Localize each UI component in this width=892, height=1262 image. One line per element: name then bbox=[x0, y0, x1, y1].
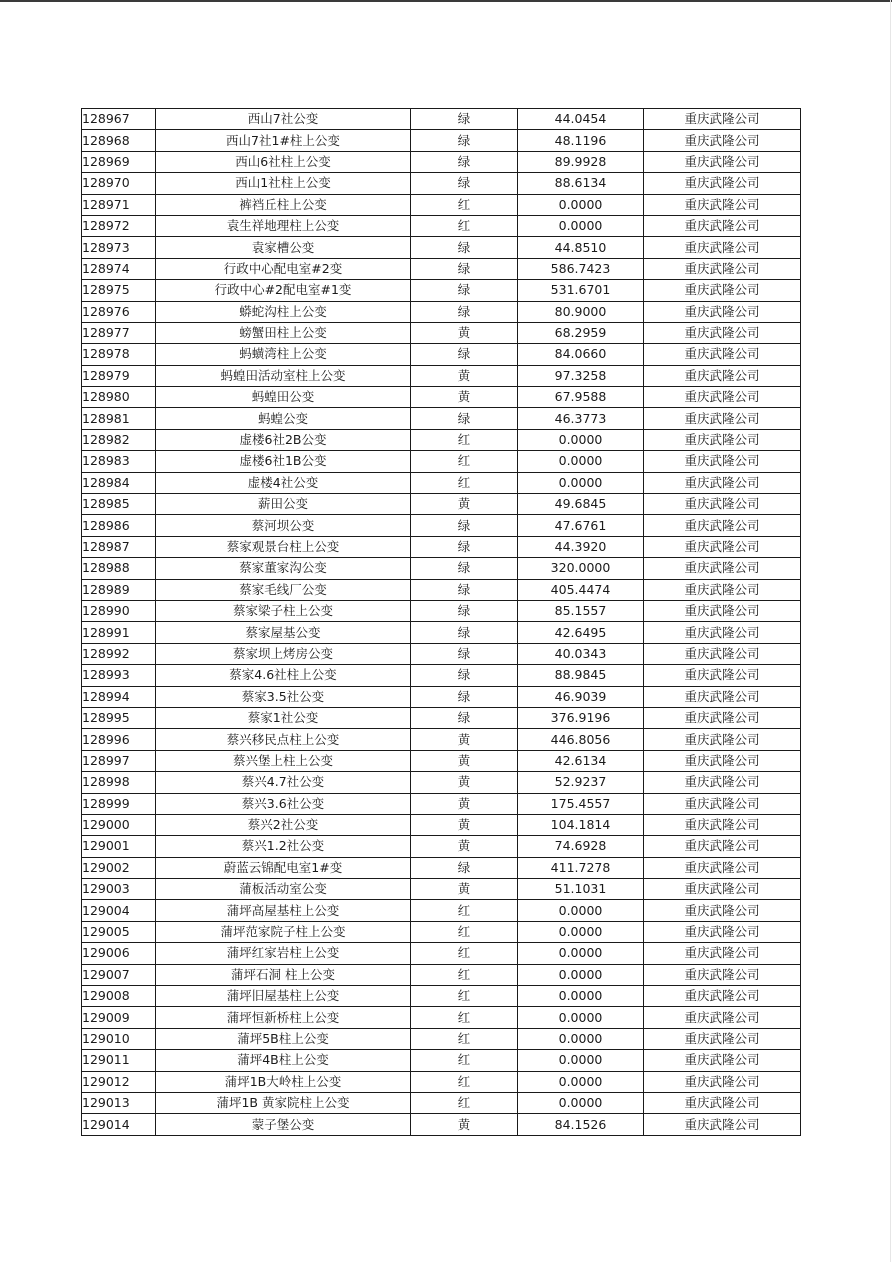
cell-value: 0.0000 bbox=[518, 1071, 644, 1092]
cell-value: 44.8510 bbox=[518, 237, 644, 258]
table-row bbox=[82, 600, 801, 621]
cell-value: 74.6928 bbox=[518, 836, 644, 857]
table-row bbox=[82, 558, 801, 579]
cell-company: 重庆武隆公司 bbox=[644, 1050, 801, 1071]
cell-value: 0.0000 bbox=[518, 943, 644, 964]
cell-company: 重庆武隆公司 bbox=[644, 173, 801, 194]
cell-company: 重庆武隆公司 bbox=[644, 515, 801, 536]
cell-company: 重庆武隆公司 bbox=[644, 1092, 801, 1113]
cell-id: 128991 bbox=[82, 622, 156, 643]
cell-company: 重庆武隆公司 bbox=[644, 857, 801, 878]
cell-name: 蒲坪高屋基柱上公变 bbox=[156, 900, 411, 921]
cell-name: 袁生祥地理柱上公变 bbox=[156, 215, 411, 236]
table-row bbox=[82, 494, 801, 515]
cell-name: 蔡家观景台柱上公变 bbox=[156, 536, 411, 557]
cell-id: 129005 bbox=[82, 921, 156, 942]
cell-status: 黄 bbox=[411, 1114, 518, 1135]
cell-company: 重庆武隆公司 bbox=[644, 536, 801, 557]
cell-value: 85.1557 bbox=[518, 600, 644, 621]
cell-id: 128981 bbox=[82, 408, 156, 429]
cell-status: 黄 bbox=[411, 387, 518, 408]
cell-company: 重庆武隆公司 bbox=[644, 707, 801, 728]
cell-name: 袁家槽公变 bbox=[156, 237, 411, 258]
cell-status: 红 bbox=[411, 472, 518, 493]
cell-name: 蚂蝗田活动室柱上公变 bbox=[156, 365, 411, 386]
cell-id: 128975 bbox=[82, 280, 156, 301]
cell-status: 绿 bbox=[411, 536, 518, 557]
cell-status: 黄 bbox=[411, 772, 518, 793]
cell-id: 128996 bbox=[82, 729, 156, 750]
table-row bbox=[82, 986, 801, 1007]
cell-name: 行政中心配电室#2变 bbox=[156, 258, 411, 279]
cell-status: 绿 bbox=[411, 579, 518, 600]
cell-company: 重庆武隆公司 bbox=[644, 643, 801, 664]
cell-value: 42.6134 bbox=[518, 750, 644, 771]
cell-id: 129000 bbox=[82, 814, 156, 835]
cell-company: 重庆武隆公司 bbox=[644, 237, 801, 258]
cell-status: 红 bbox=[411, 921, 518, 942]
cell-name: 蔡家4.6社柱上公变 bbox=[156, 665, 411, 686]
cell-name: 蔡兴2社公变 bbox=[156, 814, 411, 835]
cell-name: 蒲坪1B大岭柱上公变 bbox=[156, 1071, 411, 1092]
cell-status: 红 bbox=[411, 964, 518, 985]
table-row bbox=[82, 1114, 801, 1135]
cell-status: 红 bbox=[411, 1071, 518, 1092]
cell-name: 西山6社柱上公变 bbox=[156, 151, 411, 172]
cell-value: 84.1526 bbox=[518, 1114, 644, 1135]
cell-name: 蔡家3.5社公变 bbox=[156, 686, 411, 707]
cell-id: 128989 bbox=[82, 579, 156, 600]
cell-name: 蒙子堡公变 bbox=[156, 1114, 411, 1135]
cell-name: 蚂蝗公变 bbox=[156, 408, 411, 429]
cell-company: 重庆武隆公司 bbox=[644, 1114, 801, 1135]
cell-id: 129011 bbox=[82, 1050, 156, 1071]
cell-status: 黄 bbox=[411, 879, 518, 900]
cell-id: 129006 bbox=[82, 943, 156, 964]
table-row bbox=[82, 643, 801, 664]
cell-company: 重庆武隆公司 bbox=[644, 579, 801, 600]
cell-company: 重庆武隆公司 bbox=[644, 151, 801, 172]
cell-id: 129013 bbox=[82, 1092, 156, 1113]
cell-name: 蒲坪范家院子柱上公变 bbox=[156, 921, 411, 942]
cell-id: 129009 bbox=[82, 1007, 156, 1028]
cell-value: 48.1196 bbox=[518, 130, 644, 151]
cell-id: 128990 bbox=[82, 600, 156, 621]
cell-value: 46.3773 bbox=[518, 408, 644, 429]
cell-name: 蔡家坝上烤房公变 bbox=[156, 643, 411, 664]
cell-name: 蚂蝗田公变 bbox=[156, 387, 411, 408]
table-row bbox=[82, 215, 801, 236]
cell-company: 重庆武隆公司 bbox=[644, 1007, 801, 1028]
table-row bbox=[82, 429, 801, 450]
cell-company: 重庆武隆公司 bbox=[644, 836, 801, 857]
cell-id: 128976 bbox=[82, 301, 156, 322]
cell-id: 129007 bbox=[82, 964, 156, 985]
cell-name: 蔡兴4.7社公变 bbox=[156, 772, 411, 793]
cell-value: 97.3258 bbox=[518, 365, 644, 386]
cell-status: 红 bbox=[411, 943, 518, 964]
cell-company: 重庆武隆公司 bbox=[644, 943, 801, 964]
cell-id: 129010 bbox=[82, 1028, 156, 1049]
cell-company: 重庆武隆公司 bbox=[644, 665, 801, 686]
table-row bbox=[82, 1007, 801, 1028]
table-row bbox=[82, 879, 801, 900]
cell-id: 128968 bbox=[82, 130, 156, 151]
cell-status: 红 bbox=[411, 194, 518, 215]
cell-value: 47.6761 bbox=[518, 515, 644, 536]
cell-id: 128971 bbox=[82, 194, 156, 215]
cell-value: 0.0000 bbox=[518, 194, 644, 215]
table-row bbox=[82, 130, 801, 151]
cell-company: 重庆武隆公司 bbox=[644, 558, 801, 579]
cell-value: 0.0000 bbox=[518, 964, 644, 985]
cell-status: 绿 bbox=[411, 686, 518, 707]
cell-value: 175.4557 bbox=[518, 793, 644, 814]
cell-id: 129014 bbox=[82, 1114, 156, 1135]
cell-id: 128974 bbox=[82, 258, 156, 279]
cell-value: 67.9588 bbox=[518, 387, 644, 408]
cell-name: 蔡家1社公变 bbox=[156, 707, 411, 728]
cell-status: 黄 bbox=[411, 814, 518, 835]
cell-value: 84.0660 bbox=[518, 344, 644, 365]
cell-company: 重庆武隆公司 bbox=[644, 429, 801, 450]
table-row bbox=[82, 857, 801, 878]
cell-value: 0.0000 bbox=[518, 921, 644, 942]
cell-name: 虚楼4社公变 bbox=[156, 472, 411, 493]
cell-id: 128992 bbox=[82, 643, 156, 664]
cell-id: 128995 bbox=[82, 707, 156, 728]
cell-id: 129012 bbox=[82, 1071, 156, 1092]
cell-value: 68.2959 bbox=[518, 322, 644, 343]
table-row bbox=[82, 579, 801, 600]
cell-status: 绿 bbox=[411, 280, 518, 301]
table-row bbox=[82, 1050, 801, 1071]
cell-value: 446.8056 bbox=[518, 729, 644, 750]
cell-name: 薪田公变 bbox=[156, 494, 411, 515]
table-row bbox=[82, 729, 801, 750]
cell-company: 重庆武隆公司 bbox=[644, 365, 801, 386]
cell-status: 红 bbox=[411, 429, 518, 450]
cell-value: 89.9928 bbox=[518, 151, 644, 172]
cell-value: 0.0000 bbox=[518, 429, 644, 450]
cell-id: 128993 bbox=[82, 665, 156, 686]
cell-name: 蒲坪4B柱上公变 bbox=[156, 1050, 411, 1071]
cell-value: 320.0000 bbox=[518, 558, 644, 579]
cell-id: 128997 bbox=[82, 750, 156, 771]
table-row bbox=[82, 387, 801, 408]
table-row bbox=[82, 237, 801, 258]
cell-value: 80.9000 bbox=[518, 301, 644, 322]
table-row bbox=[82, 536, 801, 557]
cell-status: 黄 bbox=[411, 729, 518, 750]
cell-status: 绿 bbox=[411, 301, 518, 322]
cell-id: 129001 bbox=[82, 836, 156, 857]
cell-company: 重庆武隆公司 bbox=[644, 451, 801, 472]
cell-name: 蒲坪红家岩柱上公变 bbox=[156, 943, 411, 964]
cell-value: 376.9196 bbox=[518, 707, 644, 728]
cell-status: 绿 bbox=[411, 151, 518, 172]
table-row bbox=[82, 173, 801, 194]
cell-name: 蟒蛇沟柱上公变 bbox=[156, 301, 411, 322]
cell-value: 0.0000 bbox=[518, 451, 644, 472]
cell-name: 蒲板活动室公变 bbox=[156, 879, 411, 900]
cell-name: 蔡河坝公变 bbox=[156, 515, 411, 536]
cell-id: 128978 bbox=[82, 344, 156, 365]
table-row bbox=[82, 301, 801, 322]
cell-id: 128977 bbox=[82, 322, 156, 343]
cell-name: 蒲坪1B 黄家院柱上公变 bbox=[156, 1092, 411, 1113]
table-row bbox=[82, 964, 801, 985]
table-row bbox=[82, 707, 801, 728]
cell-id: 128987 bbox=[82, 536, 156, 557]
cell-company: 重庆武隆公司 bbox=[644, 258, 801, 279]
table-row bbox=[82, 151, 801, 172]
cell-id: 128999 bbox=[82, 793, 156, 814]
cell-name: 行政中心#2配电室#1变 bbox=[156, 280, 411, 301]
cell-company: 重庆武隆公司 bbox=[644, 879, 801, 900]
page-right-edge bbox=[890, 0, 891, 1262]
cell-id: 128985 bbox=[82, 494, 156, 515]
cell-value: 40.0343 bbox=[518, 643, 644, 664]
cell-status: 红 bbox=[411, 451, 518, 472]
cell-company: 重庆武隆公司 bbox=[644, 280, 801, 301]
cell-name: 蔡家屋基公变 bbox=[156, 622, 411, 643]
cell-id: 128998 bbox=[82, 772, 156, 793]
cell-company: 重庆武隆公司 bbox=[644, 472, 801, 493]
cell-name: 蔚蓝云锦配电室1#变 bbox=[156, 857, 411, 878]
cell-status: 绿 bbox=[411, 173, 518, 194]
table-row bbox=[82, 921, 801, 942]
cell-name: 蒲坪恒新桥柱上公变 bbox=[156, 1007, 411, 1028]
cell-id: 128979 bbox=[82, 365, 156, 386]
cell-id: 128980 bbox=[82, 387, 156, 408]
table-row bbox=[82, 408, 801, 429]
cell-status: 红 bbox=[411, 986, 518, 1007]
cell-name: 螃蟹田柱上公变 bbox=[156, 322, 411, 343]
cell-value: 46.9039 bbox=[518, 686, 644, 707]
cell-status: 绿 bbox=[411, 622, 518, 643]
cell-name: 蔡兴3.6社公变 bbox=[156, 793, 411, 814]
table-row bbox=[82, 365, 801, 386]
cell-company: 重庆武隆公司 bbox=[644, 900, 801, 921]
cell-id: 128970 bbox=[82, 173, 156, 194]
cell-status: 黄 bbox=[411, 494, 518, 515]
cell-name: 蒲坪5B柱上公变 bbox=[156, 1028, 411, 1049]
table-row bbox=[82, 622, 801, 643]
cell-company: 重庆武隆公司 bbox=[644, 772, 801, 793]
cell-status: 绿 bbox=[411, 600, 518, 621]
cell-company: 重庆武隆公司 bbox=[644, 130, 801, 151]
cell-id: 128969 bbox=[82, 151, 156, 172]
table-row bbox=[82, 814, 801, 835]
table-row bbox=[82, 1092, 801, 1113]
table-row bbox=[82, 686, 801, 707]
cell-name: 蔡兴堡上柱上公变 bbox=[156, 750, 411, 771]
cell-company: 重庆武隆公司 bbox=[644, 322, 801, 343]
cell-value: 51.1031 bbox=[518, 879, 644, 900]
cell-name: 西山7社1#柱上公变 bbox=[156, 130, 411, 151]
cell-status: 绿 bbox=[411, 130, 518, 151]
cell-status: 红 bbox=[411, 900, 518, 921]
cell-id: 128967 bbox=[82, 109, 156, 130]
cell-status: 绿 bbox=[411, 643, 518, 664]
table-row bbox=[82, 943, 801, 964]
table-row bbox=[82, 194, 801, 215]
cell-value: 405.4474 bbox=[518, 579, 644, 600]
cell-name: 蔡家梁子柱上公变 bbox=[156, 600, 411, 621]
cell-status: 红 bbox=[411, 215, 518, 236]
cell-name: 蔡兴1.2社公变 bbox=[156, 836, 411, 857]
cell-value: 88.9845 bbox=[518, 665, 644, 686]
cell-name: 蔡家毛线厂公变 bbox=[156, 579, 411, 600]
cell-status: 黄 bbox=[411, 793, 518, 814]
cell-value: 88.6134 bbox=[518, 173, 644, 194]
cell-company: 重庆武隆公司 bbox=[644, 494, 801, 515]
table-row bbox=[82, 750, 801, 771]
cell-value: 0.0000 bbox=[518, 1092, 644, 1113]
cell-company: 重庆武隆公司 bbox=[644, 109, 801, 130]
cell-company: 重庆武隆公司 bbox=[644, 1071, 801, 1092]
cell-id: 129003 bbox=[82, 879, 156, 900]
cell-value: 44.0454 bbox=[518, 109, 644, 130]
cell-status: 绿 bbox=[411, 515, 518, 536]
cell-company: 重庆武隆公司 bbox=[644, 387, 801, 408]
cell-company: 重庆武隆公司 bbox=[644, 964, 801, 985]
cell-value: 52.9237 bbox=[518, 772, 644, 793]
cell-id: 128972 bbox=[82, 215, 156, 236]
cell-id: 129004 bbox=[82, 900, 156, 921]
cell-value: 42.6495 bbox=[518, 622, 644, 643]
cell-status: 绿 bbox=[411, 237, 518, 258]
cell-company: 重庆武隆公司 bbox=[644, 600, 801, 621]
cell-status: 绿 bbox=[411, 258, 518, 279]
cell-id: 129002 bbox=[82, 857, 156, 878]
table-row bbox=[82, 836, 801, 857]
cell-name: 蒲坪石洞 柱上公变 bbox=[156, 964, 411, 985]
cell-status: 绿 bbox=[411, 857, 518, 878]
cell-id: 128994 bbox=[82, 686, 156, 707]
cell-company: 重庆武隆公司 bbox=[644, 814, 801, 835]
table-row bbox=[82, 665, 801, 686]
table-row bbox=[82, 793, 801, 814]
cell-id: 128982 bbox=[82, 429, 156, 450]
cell-id: 128986 bbox=[82, 515, 156, 536]
cell-name: 西山7社公变 bbox=[156, 109, 411, 130]
cell-status: 绿 bbox=[411, 109, 518, 130]
cell-value: 411.7278 bbox=[518, 857, 644, 878]
cell-company: 重庆武隆公司 bbox=[644, 686, 801, 707]
cell-value: 44.3920 bbox=[518, 536, 644, 557]
cell-company: 重庆武隆公司 bbox=[644, 750, 801, 771]
table-row bbox=[82, 258, 801, 279]
cell-id: 128973 bbox=[82, 237, 156, 258]
cell-name: 蔡家董家沟公变 bbox=[156, 558, 411, 579]
cell-name: 蒲坪旧屋基柱上公变 bbox=[156, 986, 411, 1007]
cell-value: 586.7423 bbox=[518, 258, 644, 279]
cell-status: 红 bbox=[411, 1092, 518, 1113]
cell-company: 重庆武隆公司 bbox=[644, 194, 801, 215]
cell-name: 蔡兴移民点柱上公变 bbox=[156, 729, 411, 750]
cell-name: 西山1社柱上公变 bbox=[156, 173, 411, 194]
table-row bbox=[82, 472, 801, 493]
cell-status: 黄 bbox=[411, 365, 518, 386]
cell-company: 重庆武隆公司 bbox=[644, 1028, 801, 1049]
cell-status: 黄 bbox=[411, 322, 518, 343]
cell-id: 128988 bbox=[82, 558, 156, 579]
cell-value: 0.0000 bbox=[518, 472, 644, 493]
cell-value: 0.0000 bbox=[518, 1007, 644, 1028]
cell-name: 裤裆丘柱上公变 bbox=[156, 194, 411, 215]
cell-status: 黄 bbox=[411, 836, 518, 857]
cell-status: 绿 bbox=[411, 665, 518, 686]
cell-name: 虚楼6社2B公变 bbox=[156, 429, 411, 450]
cell-company: 重庆武隆公司 bbox=[644, 408, 801, 429]
cell-value: 0.0000 bbox=[518, 986, 644, 1007]
cell-value: 104.1814 bbox=[518, 814, 644, 835]
cell-status: 红 bbox=[411, 1050, 518, 1071]
cell-value: 0.0000 bbox=[518, 1028, 644, 1049]
cell-id: 129008 bbox=[82, 986, 156, 1007]
table-row bbox=[82, 280, 801, 301]
table-row bbox=[82, 109, 801, 130]
cell-company: 重庆武隆公司 bbox=[644, 729, 801, 750]
cell-status: 红 bbox=[411, 1028, 518, 1049]
transformer-table bbox=[81, 108, 801, 1136]
cell-value: 49.6845 bbox=[518, 494, 644, 515]
table-row bbox=[82, 344, 801, 365]
cell-value: 0.0000 bbox=[518, 900, 644, 921]
cell-status: 绿 bbox=[411, 344, 518, 365]
table-row bbox=[82, 900, 801, 921]
cell-company: 重庆武隆公司 bbox=[644, 622, 801, 643]
cell-company: 重庆武隆公司 bbox=[644, 921, 801, 942]
cell-company: 重庆武隆公司 bbox=[644, 215, 801, 236]
table-row bbox=[82, 1028, 801, 1049]
cell-name: 蚂蟥湾柱上公变 bbox=[156, 344, 411, 365]
table-row bbox=[82, 451, 801, 472]
cell-status: 绿 bbox=[411, 707, 518, 728]
cell-status: 红 bbox=[411, 1007, 518, 1028]
page-top-border bbox=[0, 0, 892, 2]
table-row bbox=[82, 515, 801, 536]
table-row bbox=[82, 772, 801, 793]
cell-value: 531.6701 bbox=[518, 280, 644, 301]
cell-company: 重庆武隆公司 bbox=[644, 301, 801, 322]
cell-name: 虚楼6社1B公变 bbox=[156, 451, 411, 472]
cell-status: 绿 bbox=[411, 408, 518, 429]
cell-value: 0.0000 bbox=[518, 215, 644, 236]
cell-id: 128984 bbox=[82, 472, 156, 493]
table-body bbox=[82, 109, 801, 1136]
table-row bbox=[82, 322, 801, 343]
cell-company: 重庆武隆公司 bbox=[644, 344, 801, 365]
cell-status: 绿 bbox=[411, 558, 518, 579]
cell-company: 重庆武隆公司 bbox=[644, 986, 801, 1007]
cell-id: 128983 bbox=[82, 451, 156, 472]
cell-company: 重庆武隆公司 bbox=[644, 793, 801, 814]
table-row bbox=[82, 1071, 801, 1092]
cell-status: 黄 bbox=[411, 750, 518, 771]
cell-value: 0.0000 bbox=[518, 1050, 644, 1071]
